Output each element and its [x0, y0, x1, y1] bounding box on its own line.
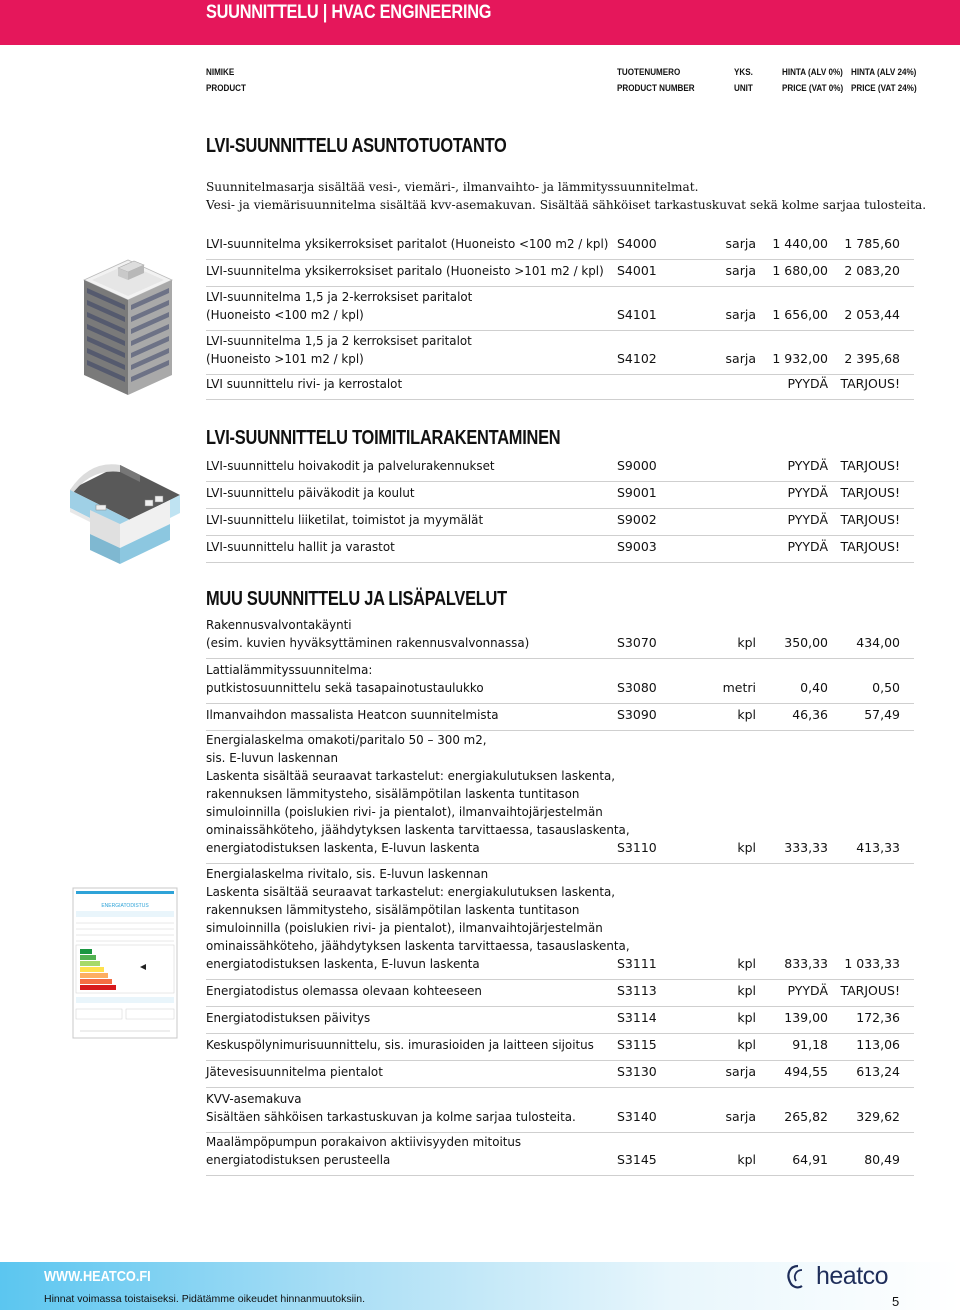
unit: sarja	[725, 236, 756, 251]
description-line: (Huoneisto >101 m2 / kpl)	[206, 351, 364, 366]
product-number: S3115	[617, 1037, 657, 1052]
table-row	[206, 509, 914, 536]
description-line: Energialaskelma omakoti/paritalo 50 – 300 m2,	[206, 732, 487, 747]
apartment-building-illustration	[78, 250, 178, 400]
product-number: S4102	[617, 351, 657, 366]
page-title: SUUNNITTELU | HVAC ENGINEERING	[206, 2, 492, 23]
row-description	[206, 538, 395, 556]
description-line: LVI-suunnittelu hallit ja varastot	[206, 539, 395, 554]
unit: sarja	[725, 1064, 756, 1079]
price-vat24: 2 395,68	[844, 351, 900, 366]
price-vat24: 413,33	[856, 840, 900, 855]
row-description	[206, 616, 529, 652]
section-intro	[206, 178, 926, 213]
product-number: S3145	[617, 1152, 657, 1167]
description-line: ominaissähköteho, jäähdytyksen laskenta tarvittaessa, tasauslaskenta,	[206, 822, 630, 837]
price-vat24: 2 083,20	[844, 263, 900, 278]
row-description	[206, 1063, 383, 1081]
table-row	[206, 260, 914, 287]
price-note: Hinnat voimassa toistaiseksi. Pidätämme oikeudet hinnanmuutoksiin.	[44, 1293, 365, 1305]
offer-label: TARJOUS!	[840, 376, 900, 391]
table-row	[206, 482, 914, 509]
price-vat0: 333,33	[784, 840, 828, 855]
product-number: S3110	[617, 840, 657, 855]
product-number: S4101	[617, 307, 657, 322]
heatco-logo-text: heatco	[816, 1262, 889, 1290]
price-vat0: 91,18	[792, 1037, 828, 1052]
unit: kpl	[737, 1037, 756, 1052]
price-vat24: 613,24	[856, 1064, 900, 1079]
description-line: Lattialämmityssuunnitelma:	[206, 662, 373, 677]
description-line: Jätevesisuunnitelma pientalot	[206, 1064, 383, 1079]
row-description	[206, 235, 608, 253]
col-header-code-en: PRODUCT NUMBER	[617, 83, 695, 94]
description-line: KVV-asemakuva	[206, 1091, 302, 1106]
unit: kpl	[737, 840, 756, 855]
price-vat24: 1 033,33	[844, 956, 900, 971]
description-line: LVI-suunnittelu liiketilat, toimistot ja myymälät	[206, 512, 484, 527]
row-description	[206, 375, 402, 393]
description-line: LVI-suunnittelu päiväkodit ja koulut	[206, 485, 415, 500]
row-description	[206, 706, 499, 724]
product-number: S3111	[617, 956, 657, 971]
price-vat0: 265,82	[784, 1109, 828, 1124]
table-row	[206, 704, 914, 731]
table-row	[206, 659, 914, 704]
description-line: Energiatodistus olemassa olevaan kohteeseen	[206, 983, 482, 998]
description-line: Energialaskelma rivitalo, sis. E-luvun laskennan	[206, 866, 489, 881]
row-description	[206, 484, 415, 502]
row-description	[206, 457, 495, 475]
unit: sarja	[725, 1109, 756, 1124]
unit: kpl	[737, 956, 756, 971]
price-vat24: 113,06	[856, 1037, 900, 1052]
price-vat0: 1 932,00	[772, 351, 828, 366]
commercial-building-illustration	[60, 450, 200, 580]
product-number: S3113	[617, 983, 657, 998]
table-row	[206, 455, 914, 482]
description-line: simuloinnilla (poislukien rivi- ja pientalot), ilmanvaihtojärjestelmän	[206, 804, 603, 819]
description-line: rakennuksen lämmitysteho, sisälämpötilan laskenta tuntitason	[206, 786, 580, 801]
price-vat0: 1 440,00	[772, 236, 828, 251]
product-number: S3090	[617, 707, 657, 722]
section-title-housing: LVI-SUUNNITTELU ASUNTOTUOTANTO	[206, 135, 507, 157]
request-label: PYYDÄ	[787, 458, 828, 473]
request-label: PYYDÄ	[787, 512, 828, 527]
product-number: S9001	[617, 485, 657, 500]
description-line: LVI-suunnitelma 1,5 ja 2-kerroksiset paritalot	[206, 289, 473, 304]
description-line: (esim. kuvien hyväksyttäminen rakennusvalvonnassa)	[206, 635, 530, 650]
section-title-other-services: MUU SUUNNITTELU JA LISÄPALVELUT	[206, 588, 507, 610]
price-vat0: 64,91	[792, 1152, 828, 1167]
table-row	[206, 287, 914, 331]
intro-line: Suunnitelmasarja sisältää vesi-, viemäri-, ilmanvaihto- ja lämmityssuunnitelmat.	[206, 179, 699, 194]
unit: sarja	[725, 351, 756, 366]
row-description	[206, 731, 630, 857]
col-header-price-vat0-en: PRICE (VAT 0%)	[782, 83, 844, 94]
row-description	[206, 865, 630, 973]
offer-label: TARJOUS!	[840, 512, 900, 527]
section-title-commercial: LVI-SUUNNITTELU TOIMITILARAKENTAMINEN	[206, 427, 561, 449]
offer-label: TARJOUS!	[840, 983, 900, 998]
product-number: S9000	[617, 458, 657, 473]
description-line: ominaissähköteho, jäähdytyksen laskenta tarvittaessa, tasauslaskenta,	[206, 938, 630, 953]
table-row	[206, 731, 914, 864]
price-vat0: 0,40	[800, 680, 828, 695]
price-vat0: 139,00	[784, 1010, 828, 1025]
certificate-title: ENERGIATODISTUS	[101, 903, 149, 909]
price-vat0: 46,36	[792, 707, 828, 722]
description-line: simuloinnilla (poislukien rivi- ja pientalot), ilmanvaihtojärjestelmän	[206, 920, 603, 935]
price-vat24: 1 785,60	[844, 236, 900, 251]
row-description	[206, 288, 472, 324]
price-vat0: 1 680,00	[772, 263, 828, 278]
description-line: LVI suunnittelu rivi- ja kerrostalot	[206, 376, 403, 391]
col-header-price-vat24-fi: HINTA (ALV 24%)	[851, 67, 917, 78]
request-label: PYYDÄ	[787, 983, 828, 998]
table-row	[206, 331, 914, 375]
unit: kpl	[737, 983, 756, 998]
page-number: 5	[892, 1294, 900, 1309]
table-row	[206, 1061, 914, 1088]
offer-label: TARJOUS!	[840, 485, 900, 500]
col-header-price-vat24-en: PRICE (VAT 24%)	[851, 83, 917, 94]
top-banner	[0, 0, 960, 45]
description-line: Laskenta sisältää seuraavat tarkastelut: energiakulutuksen laskenta,	[206, 768, 616, 783]
request-label: PYYDÄ	[787, 539, 828, 554]
table-row	[206, 980, 914, 1007]
unit: kpl	[737, 1152, 756, 1167]
price-vat24: 434,00	[856, 635, 900, 650]
product-number: S4001	[617, 263, 657, 278]
description-line: sis. E-luvun laskennan	[206, 750, 339, 765]
unit: sarja	[725, 263, 756, 278]
unit: kpl	[737, 635, 756, 650]
price-vat24: 172,36	[856, 1010, 900, 1025]
table-row	[206, 1034, 914, 1061]
product-number: S3140	[617, 1109, 657, 1124]
description-line: Energiatodistuksen päivitys	[206, 1010, 371, 1025]
row-description	[206, 332, 472, 368]
description-line: Keskuspölynimurisuunnittelu, sis. imurasioiden ja laitteen sijoitus	[206, 1037, 594, 1052]
product-number: S3080	[617, 680, 657, 695]
col-header-price-vat0-fi: HINTA (ALV 0%)	[782, 67, 843, 78]
unit: kpl	[737, 1010, 756, 1025]
table-row	[206, 1007, 914, 1034]
description-line: Sisältäen sähköisen tarkastuskuvan ja kolme sarjaa tulosteita.	[206, 1109, 576, 1124]
product-number: S9002	[617, 512, 657, 527]
price-vat0: 494,55	[784, 1064, 828, 1079]
description-line: energiatodistuksen perusteella	[206, 1152, 391, 1167]
row-description	[206, 1036, 594, 1054]
unit: metri	[722, 680, 756, 695]
price-vat24: 329,62	[856, 1109, 900, 1124]
table-row	[206, 375, 914, 400]
col-header-unit-en: UNIT	[734, 83, 753, 94]
product-number: S3114	[617, 1010, 657, 1025]
row-description	[206, 982, 482, 1000]
row-description	[206, 1133, 521, 1169]
energy-certificate-illustration	[70, 885, 180, 1043]
description-line: LVI-suunnitelma yksikerroksiset paritalo (Huoneisto >101 m2 / kpl)	[206, 263, 604, 278]
row-description	[206, 1009, 370, 1027]
request-label: PYYDÄ	[787, 485, 828, 500]
row-description	[206, 661, 484, 697]
price-vat0: 1 656,00	[772, 307, 828, 322]
description-line: LVI-suunnitelma yksikerroksiset paritalot (Huoneisto <100 m2 / kpl)	[206, 236, 609, 251]
price-vat24: 57,49	[864, 707, 900, 722]
unit: sarja	[725, 307, 756, 322]
row-description	[206, 1090, 576, 1126]
description-line: putkistosuunnittelu sekä tasapainotustaulukko	[206, 680, 484, 695]
price-vat24: 2 053,44	[844, 307, 900, 322]
table-row	[206, 230, 914, 260]
table-row	[206, 536, 914, 563]
description-line: Maalämpöpumpun porakaivon aktiivisyyden mitoitus	[206, 1134, 522, 1149]
description-line: Ilmanvaihdon massalista Heatcon suunnitelmista	[206, 707, 499, 722]
price-vat0: 350,00	[784, 635, 828, 650]
table-row	[206, 864, 914, 980]
col-header-name-fi: NIMIKE	[206, 67, 235, 78]
offer-label: TARJOUS!	[840, 539, 900, 554]
description-line: (Huoneisto <100 m2 / kpl)	[206, 307, 364, 322]
description-line: Rakennusvalvontakäynti	[206, 617, 352, 632]
col-header-name-en: PRODUCT	[206, 83, 246, 94]
col-header-code-fi: TUOTENUMERO	[617, 67, 681, 78]
unit: kpl	[737, 707, 756, 722]
col-header-unit-fi: YKS.	[734, 67, 753, 78]
table-row	[206, 614, 914, 659]
description-line: energiatodistuksen laskenta, E-luvun laskenta	[206, 840, 480, 855]
description-line: LVI-suunnittelu hoivakodit ja palvelurakennukset	[206, 458, 495, 473]
row-description	[206, 511, 483, 529]
table-row	[206, 1088, 914, 1133]
description-line: rakennuksen lämmitysteho, sisälämpötilan laskenta tuntitason	[206, 902, 580, 917]
request-label: PYYDÄ	[787, 376, 828, 391]
product-number: S9003	[617, 539, 657, 554]
description-line: energiatodistuksen laskenta, E-luvun laskenta	[206, 956, 480, 971]
product-number: S3130	[617, 1064, 657, 1079]
description-line: Laskenta sisältää seuraavat tarkastelut: energiakulutuksen laskenta,	[206, 884, 616, 899]
offer-label: TARJOUS!	[840, 458, 900, 473]
price-vat24: 80,49	[864, 1152, 900, 1167]
table-row	[206, 1133, 914, 1176]
website-link[interactable]: WWW.HEATCO.FI	[44, 1268, 151, 1285]
product-number: S3070	[617, 635, 657, 650]
price-vat0: 833,33	[784, 956, 828, 971]
row-description	[206, 262, 604, 280]
description-line: LVI-suunnitelma 1,5 ja 2 kerroksiset paritalot	[206, 333, 472, 348]
product-number: S4000	[617, 236, 657, 251]
intro-line: Vesi- ja viemärisuunnitelma sisältää kvv-asemakuvan. Sisältää sähköiset tarkastuskuvat sekä kolme sarjaa tulosteita.	[206, 196, 927, 212]
price-vat24: 0,50	[872, 680, 900, 695]
